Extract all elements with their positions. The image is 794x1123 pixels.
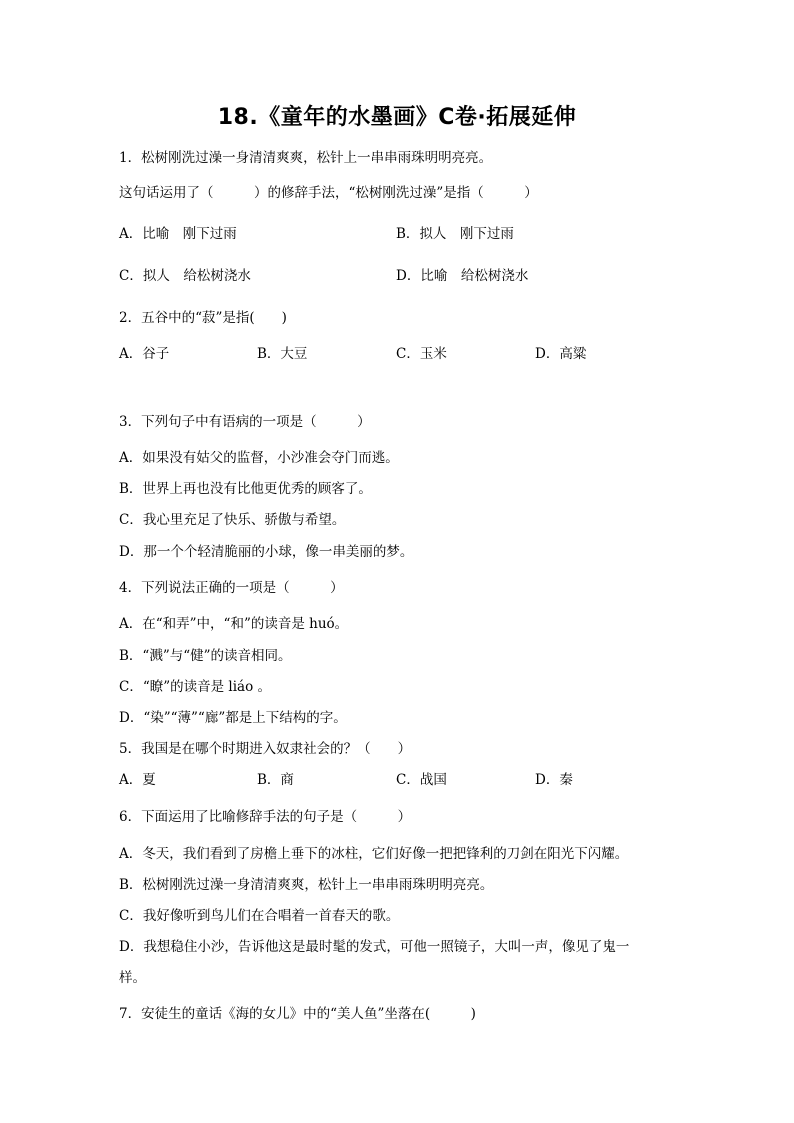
question-5-option-a: A．夏: [119, 772, 156, 788]
question-5-stem: 5．我国是在哪个时期进入奴隶社会的？（ ）: [119, 741, 412, 757]
question-4-stem: 4．下列说法正确的一项是（ ）: [119, 580, 344, 596]
question-1-stem-2: 这句话运用了（ ）的修辞手法，“松树刚洗过澡”是指（ ）: [119, 185, 538, 201]
question-3-option-d: D．那一个个轻清脆丽的小球，像一串美丽的梦。: [119, 544, 414, 560]
question-3-option-c: C．我心里充足了快乐、骄傲与希望。: [119, 512, 346, 528]
question-5-option-c: C．战国: [396, 772, 447, 788]
question-4-option-b: B．“溅”与“健”的读音相同。: [119, 648, 292, 664]
question-4-option-d: D．“染”“薄”“廊”都是上下结构的字。: [119, 710, 347, 726]
question-6-option-b: B．松树刚洗过澡一身清清爽爽，松针上一串串雨珠明明亮亮。: [119, 877, 494, 893]
question-1-option-b: B．拟人 刚下过雨: [396, 226, 514, 242]
question-5-option-d: D．秦: [535, 772, 573, 788]
question-2-option-c: C．玉米: [396, 346, 447, 362]
question-7-stem: 7．安徒生的童话《海的女儿》中的“美人鱼”坐落在( ): [119, 1006, 476, 1022]
question-3-stem: 3．下列句子中有语病的一项是（ ）: [119, 414, 371, 430]
question-1-option-d: D．比喻 给松树浇水: [396, 268, 529, 284]
question-3-option-b: B．世界上再也没有比他更优秀的顾客了。: [119, 481, 372, 497]
question-6-option-d: D．我想稳住小沙，告诉他这是最时髦的发式，可他一照镜子，大叫一声，像见了鬼一: [119, 939, 630, 955]
question-1-option-c: C．拟人 给松树浇水: [119, 268, 251, 284]
question-1-stem: 1．松树刚洗过澡一身清清爽爽，松针上一串串雨珠明明亮亮。: [119, 150, 493, 166]
question-2-option-b: B．大豆: [257, 346, 308, 362]
question-5-option-b: B．商: [257, 772, 294, 788]
question-2-stem: 2．五谷中的“菽”是指( ): [119, 310, 287, 326]
question-6-option-c: C．我好像听到鸟儿们在合唱着一首春天的歌。: [119, 908, 400, 924]
question-4-option-c: C．“瞭”的读音是 liáo 。: [119, 679, 272, 695]
question-6-stem: 6．下面运用了比喻修辞手法的句子是（ ）: [119, 809, 412, 825]
question-3-option-a: A．如果没有姑父的监督，小沙准会夺门而逃。: [119, 450, 399, 466]
document-title: 18.《童年的水墨画》C卷·拓展延伸: [217, 105, 577, 130]
question-6-option-d-continued: 样。: [119, 970, 146, 986]
question-2-option-d: D．高粱: [535, 346, 587, 362]
question-1-option-a: A．比喻 刚下过雨: [119, 226, 237, 242]
question-6-option-a: A．冬天，我们看到了房檐上垂下的冰柱，它们好像一把把锋利的刀剑在阳光下闪耀。: [119, 846, 629, 862]
question-2-option-a: A．谷子: [119, 346, 170, 362]
question-4-option-a: A．在“和弄”中，“和”的读音是 huó。: [119, 616, 349, 632]
